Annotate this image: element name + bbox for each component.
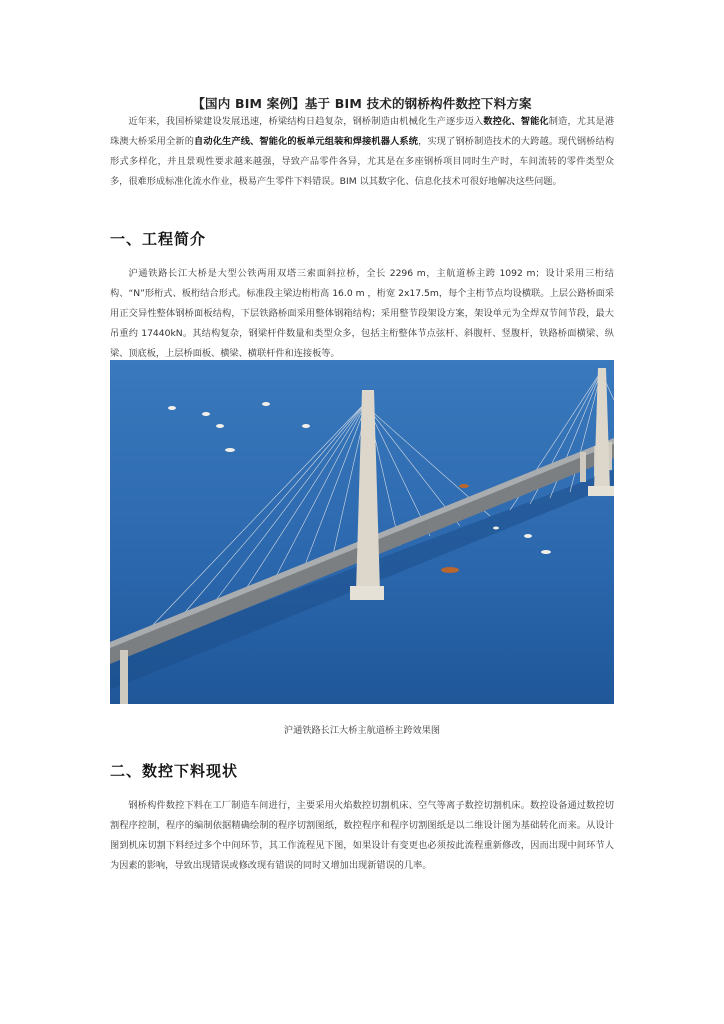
section1-paragraph: 沪通铁路长江大桥是大型公铁两用双塔三索面斜拉桥，全长 2296 m，主航道桥主跨 1092 m；设计采用三桁结构、“N”形桁式、板桁结合形式。标准段主梁边桁桁高 16.0 m ，桁宽 2x17.5m，每个主桁节点均设横联。上层公路桥面采用正交异性整体钢桥面板结构，下层铁路桥面采用整体钢箱结构；采用整节段架设方案，架设单元为全焊双节间节段，最大吊重约 17440kN。其结构复杂，钢梁杆件数量和类型众多，包括主桁整体节点弦杆、斜腹杆、竖腹杆，铁路桥面横梁、纵梁、顶底板，上层桥面板、横梁、横联杆件和连接板等。 [110,268,614,359]
intro-paragraph [110,112,614,192]
bridge-photo [110,360,614,704]
section2-paragraph: 钢桥构件数控下料在工厂制造车间进行，主要采用火焰数控切割机床、空气等离子数控切割机床。数控设备通过数控切割程序控制，程序的编制依据精确绘制的程序切割图纸，数控程序和程序切割图纸是以二维设计图为基础转化而来。从设计图到机床切割下料经过多个中间环节，其工作流程见下图，如果设计有变更也必须按此流程重新修改，因而出现中间环节人为因素的影响，导致出现错误或修改现有错误的同时又增加出现新错误的几率。 [110,800,614,871]
intro-bold-1: 数控化、智能化 [483,116,549,127]
intro-text-1: 近年来，我国桥梁建设发展迅速，桥梁结构日趋复杂，钢桥制造由机械化生产逐步迈入 [128,116,484,127]
intro-text-2: 制造，尤其是港珠澳大桥采用全新的 [110,116,615,147]
document-title: 【国内 BIM 案例】基于 BIM 技术的钢桥构件数控下料方案 [192,96,532,111]
figure-caption: 沪通铁路长江大桥主航道桥主跨效果图 [283,725,441,736]
bridge-illustration [110,360,614,704]
intro-text-3: ，实现了钢桥制造技术的大跨越。现代钢桥结构形式多样化，并且景观性要求越来越强，导致产品零件各异，尤其是在多座钢桥项目同时生产时，车间流转的零件类型众多，很难形成标准化流水作业，极易产生零件下料错误。BIM 以其数字化、信息化技术可很好地解决这些问题。 [110,136,615,187]
section2-heading: 二、数控下料现状 [110,762,239,780]
intro-bold-2: 自动化生产线、智能化的板单元组装和焊接机器人系统 [194,136,419,147]
section1-heading: 一、工程简介 [110,230,207,248]
